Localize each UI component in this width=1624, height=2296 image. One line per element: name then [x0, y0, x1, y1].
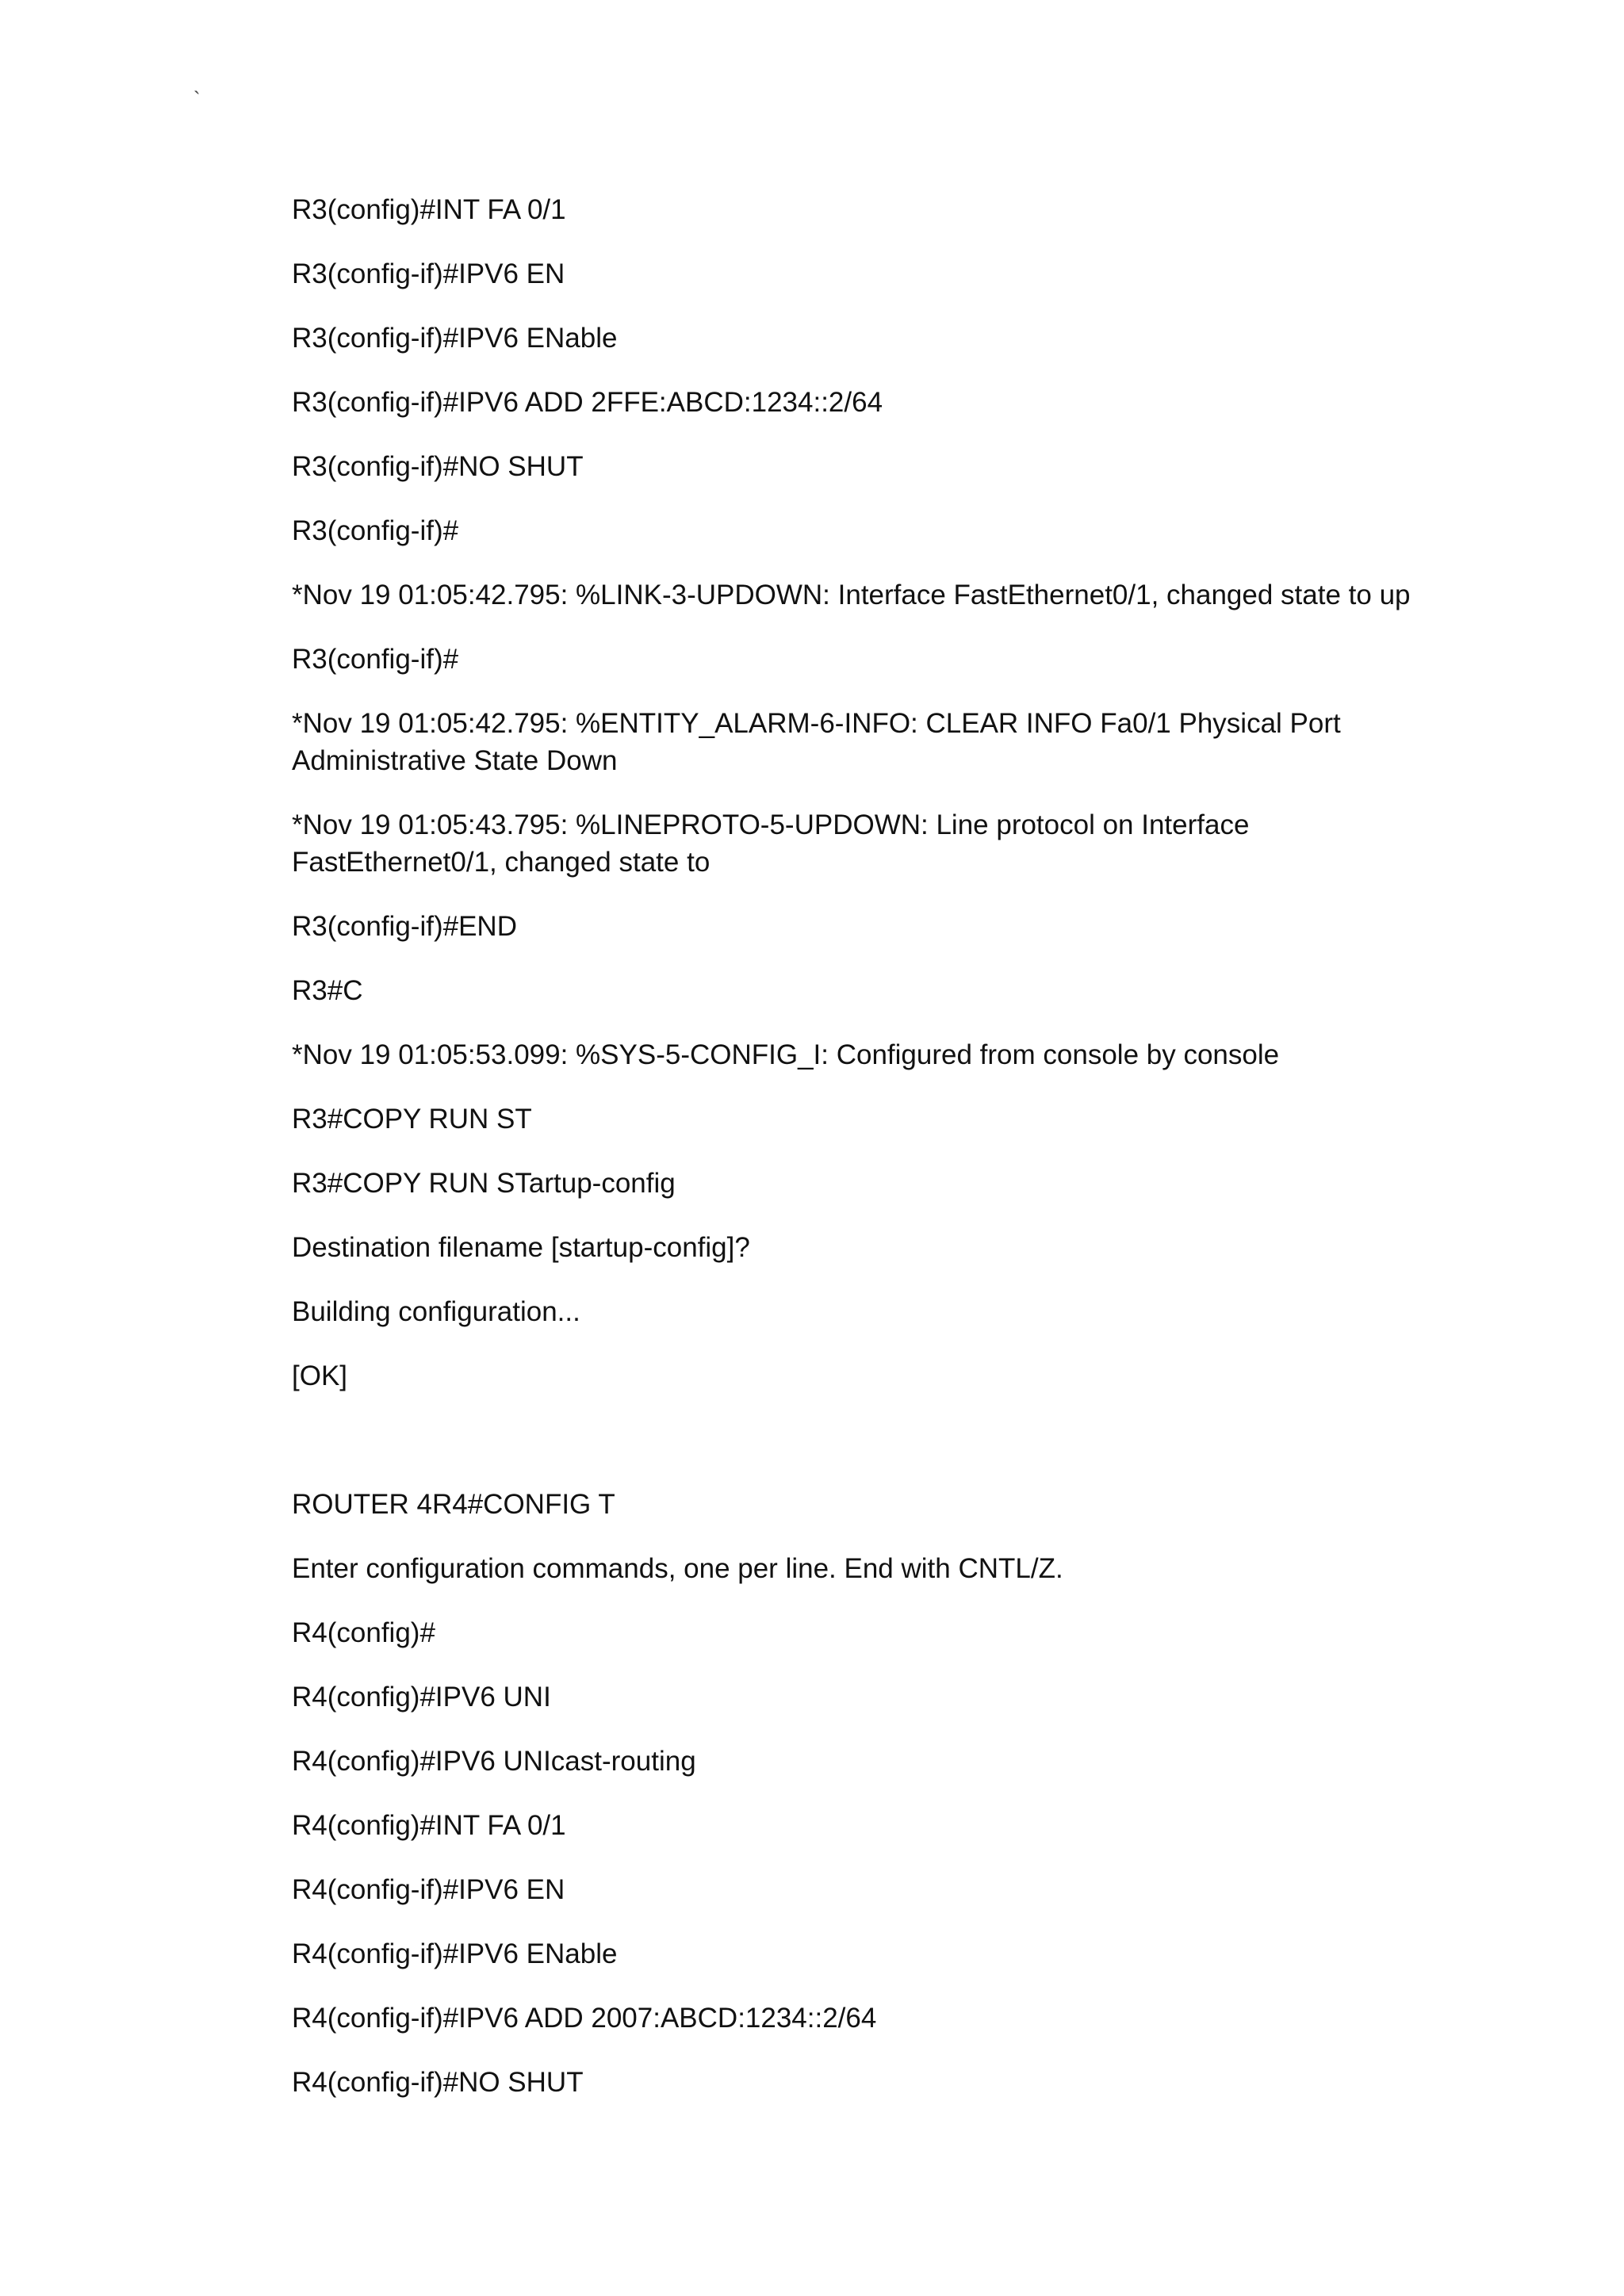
console-line: *Nov 19 01:05:42.795: %LINK-3-UPDOWN: Interface FastEthernet0/1, changed state to up: [292, 580, 1411, 610]
console-line: R3#COPY RUN STartup-config: [292, 1168, 676, 1199]
console-line: R4(config)#IPV6 UNIcast-routing: [292, 1746, 696, 1777]
console-line: R4(config-if)#IPV6 EN: [292, 1874, 565, 1905]
console-line: Destination filename [startup-config]?: [292, 1232, 750, 1263]
console-line: R4(config-if)#IPV6 ADD 2007:ABCD:1234::2/64: [292, 2003, 877, 2034]
console-line: R4(config-if)#IPV6 ENable: [292, 1938, 618, 1969]
console-line: R3(config-if)#: [292, 515, 459, 546]
console-line: *Nov 19 01:05:43.795: %LINEPROTO-5-UPDOWN: Line protocol on Interface FastEthernet0/1, changed state to: [292, 809, 1250, 878]
console-line: R3(config-if)#IPV6 ENable: [292, 323, 618, 354]
console-line: [OK]: [292, 1360, 348, 1391]
console-line: R3(config-if)#NO SHUT: [292, 451, 584, 482]
console-transcript: [292, 191, 1450, 2128]
stray-mark: `: [193, 87, 201, 111]
console-line: R3(config)#INT FA 0/1: [292, 194, 566, 225]
console-line: Building configuration...: [292, 1296, 580, 1327]
console-line: Enter configuration commands, one per line. End with CNTL/Z.: [292, 1553, 1063, 1584]
console-line: R4(config-if)#NO SHUT: [292, 2067, 584, 2098]
console-line: R4(config)#IPV6 UNI: [292, 1682, 551, 1712]
console-line: R3(config-if)#IPV6 EN: [292, 258, 565, 289]
console-line: R3#C: [292, 975, 363, 1006]
console-line: ROUTER 4R4#CONFIG T: [292, 1489, 615, 1520]
console-line: R3(config-if)#: [292, 644, 459, 675]
console-line: R3#COPY RUN ST: [292, 1104, 532, 1135]
console-line: R4(config)#INT FA 0/1: [292, 1810, 566, 1841]
console-line: R4(config)#: [292, 1617, 435, 1648]
console-line: R3(config-if)#IPV6 ADD 2FFE:ABCD:1234::2/64: [292, 387, 883, 418]
console-line: *Nov 19 01:05:53.099: %SYS-5-CONFIG_I: Configured from console by console: [292, 1039, 1280, 1070]
console-line: *Nov 19 01:05:42.795: %ENTITY_ALARM-6-INFO: CLEAR INFO Fa0/1 Physical Port Administrative State Down: [292, 708, 1341, 776]
console-line: R3(config-if)#END: [292, 911, 517, 942]
